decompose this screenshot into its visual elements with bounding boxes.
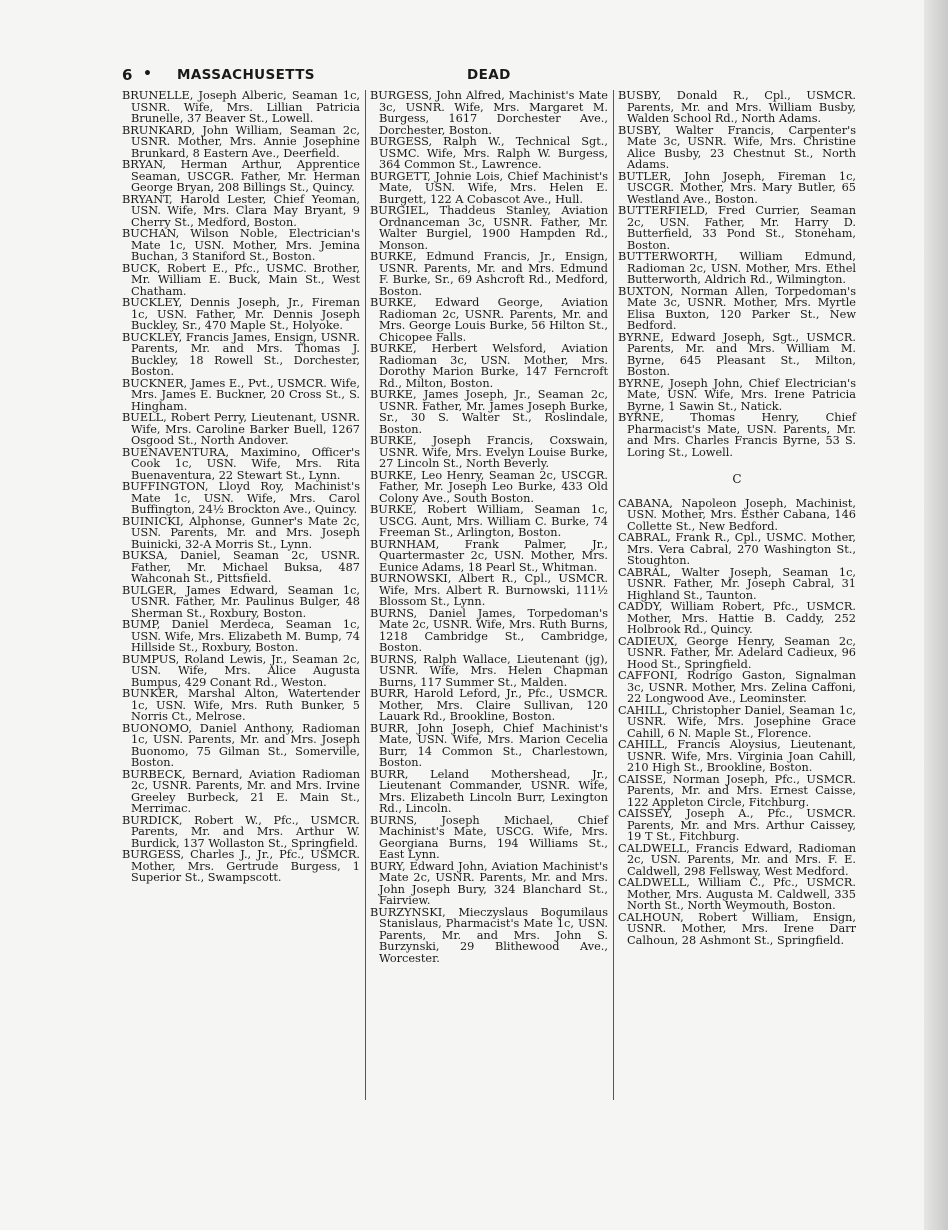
casualty-entry: BUTTERWORTH, William Edmund, Radioman 2c, USN. Mother, Mrs. Ethel Butterworth, Aldrich Rd., Wilmington. (618, 250, 856, 286)
column-1 (122, 90, 360, 884)
casualty-entry: BRUNKARD, John William, Seaman 2c, USNR. Mother, Mrs. Annie Josephine Brunkard, 8 Eastern Ave., Deerfield. (122, 123, 360, 160)
state-title: MASSACHUSETTS (177, 67, 315, 83)
page-edge-shadow (924, 0, 948, 1230)
casualty-entry: BUELL, Robert Perry, Lieutenant, USNR. Wife, Mrs. Caroline Barker Buell, 1267 Osgood St., North Andover. (122, 411, 360, 447)
casualty-entry: CAFFONI, Rodrigo Gaston, Signalman 3c, USNR. Mother, Mrs. Zelina Caffoni, 22 Longwood Ave., Leominster. (618, 669, 856, 705)
casualty-entry: BRYANT, Harold Lester, Chief Yeoman, USN. Wife, Mrs. Clara May Bryant, 9 Cherry St., Medford, Boston. (122, 192, 360, 229)
casualty-entry: BURKE, Leo Henry, Seaman 2c, USCGR. Father, Mr. Joseph Leo Burke, 433 Old Colony Ave., South Boston. (370, 468, 608, 505)
casualty-entry: BURDICK, Robert W., Pfc., USMCR. Parents, Mr. and Mrs. Arthur W. Burdick, 137 Wollaston St., Springfield. (122, 813, 360, 850)
casualty-entry: CAISSE, Norman Joseph, Pfc., USMCR. Parents, Mr. and Mrs. Ernest Caisse, 122 Appleton Circle, Fitchburg. (618, 772, 856, 809)
casualty-entry: CADDY, William Robert, Pfc., USMCR. Mother, Mrs. Hattie B. Caddy, 252 Holbrook Rd., Quincy. (618, 600, 856, 636)
casualty-entry: CADIEUX, George Henry, Seaman 2c, USNR. Father, Mr. Adelard Cadieux, 96 Hood St., Springfield. (618, 634, 856, 671)
column-divider (365, 90, 366, 1100)
section-letter: C (732, 472, 742, 486)
page-header (122, 66, 857, 86)
casualty-entry: CABRAL, Walter Joseph, Seaman 1c, USNR. Father, Mr. Joseph Cabral, 31 Highland St., Taunton. (618, 565, 856, 602)
casualty-entry: BURNS, Joseph Michael, Chief Machinist's Mate, USCG. Wife, Mrs. Georgiana Burns, 194 Williams St., East Lynn. (370, 813, 608, 861)
casualty-entry: CAHILL, Christopher Daniel, Seaman 1c, USNR. Wife, Mrs. Josephine Grace Cahill, 6 N. Maple St., Florence. (618, 703, 856, 740)
column-divider (613, 90, 614, 1100)
casualty-entry: BURNHAM, Frank Palmer, Jr., Quartermaster 2c, USN. Mother, Mrs. Eunice Adams, 18 Pearl St., Whitman. (370, 537, 608, 574)
casualty-entry: BURR, Leland Mothershead, Jr., Lieutenant Commander, USNR. Wife, Mrs. Elizabeth Lincoln Burr, Lexington Rd., Lincoln. (370, 767, 608, 815)
casualty-entry: BYRNE, Thomas Henry, Chief Pharmacist's Mate, USN. Parents, Mr. and Mrs. Charles Francis Byrne, 53 S. Loring St., Lowell. (618, 411, 856, 459)
casualty-entry: BUSBY, Walter Francis, Carpenter's Mate 3c, USNR. Wife, Mrs. Christine Alice Busby, 23 Chestnut St., North Adams. (618, 123, 856, 171)
casualty-entry: BURKE, Robert William, Seaman 1c, USCG. Aunt, Mrs. William C. Burke, 74 Freeman St., Arlington, Boston. (370, 503, 608, 539)
casualty-entry: BURKE, Herbert Welsford, Aviation Radioman 3c, USN. Mother, Mrs. Dorothy Marion Burke, 147 Ferncroft Rd., Milton, Boston. (370, 342, 608, 390)
casualty-entry: BUONOMO, Daniel Anthony, Radioman 1c, USN. Parents, Mr. and Mrs. Joseph Buonomo, 75 Gilman St., Somerville, Boston. (122, 721, 360, 769)
casualty-entry: BURKE, James Joseph, Jr., Seaman 2c, USNR. Father, Mr. James Joseph Burke, Sr., 30 S. Walter St., Roslindale, Boston. (370, 388, 608, 436)
casualty-entry: BURY, Edward John, Aviation Machinist's Mate 2c, USNR. Parents, Mr. and Mrs. John Joseph Bury, 324 Blanchard St., Fairview. (370, 859, 608, 907)
casualty-entry: BURR, John Joseph, Chief Machinist's Mate, USN. Wife, Mrs. Marion Cecelia Burr, 14 Common St., Charlestown, Boston. (370, 721, 608, 769)
casualty-entry: CALDWELL, Francis Edward, Radioman 2c, USN. Parents, Mr. and Mrs. F. E. Caldwell, 298 Fellsway, West Medford. (618, 841, 856, 878)
casualty-entry: BYRNE, Edward Joseph, Sgt., USMCR. Parents, Mr. and Mrs. William M. Byrne, 645 Pleasant St., Milton, Boston. (618, 330, 856, 378)
casualty-entry: CAHILL, Francis Aloysius, Lieutenant, USNR. Wife, Mrs. Virginia Joan Cahill, 210 High St., Brookline, Boston. (618, 738, 856, 774)
casualty-entry: BUCKNER, James E., Pvt., USMCR. Wife, Mrs. James E. Buckner, 20 Cross St., S. Hingham. (122, 376, 360, 413)
header-bullet: • (143, 66, 152, 82)
casualty-entry: BUMP, Daniel Merdeca, Seaman 1c, USN. Wife, Mrs. Elizabeth M. Bump, 74 Hillside St., Roxbury, Boston. (122, 618, 360, 654)
page-number: 6 (122, 66, 133, 84)
casualty-entry: BUSBY, Donald R., Cpl., USMCR. Parents, Mr. and Mrs. William Busby, Walden School Rd., North Adams. (618, 89, 856, 125)
casualty-entry: BURNS, Ralph Wallace, Lieutenant (jg), USNR. Wife, Mrs. Helen Chapman Burns, 117 Summer St., Malden. (370, 652, 608, 689)
casualty-entry: BULGER, James Edward, Seaman 1c, USNR. Father, Mr. Paulinus Bulger, 48 Sherman St., Roxbury, Boston. (122, 583, 360, 620)
casualty-entry: BURKE, Edward George, Aviation Radioman 2c, USNR. Parents, Mr. and Mrs. George Louis Burke, 56 Hilton St., Chicopee Falls. (370, 296, 608, 344)
casualty-entry: CABANA, Napoleon Joseph, Machinist, USN. Mother, Mrs. Esther Cabana, 146 Collette St., New Bedford. (618, 496, 856, 533)
casualty-entry: BUINICKI, Alphonse, Gunner's Mate 2c, USN. Parents, Mr. and Mrs. Joseph Buinicki, 32-A Morris St., Lynn. (122, 514, 360, 551)
casualty-entry: CABRAL, Frank R., Cpl., USMC. Mother, Mrs. Vera Cabral, 270 Washington St., Stoughton. (618, 531, 856, 567)
section-title: DEAD (467, 67, 511, 83)
casualty-entry: BUMPUS, Roland Lewis, Jr., Seaman 2c, USN. Wife, Mrs. Alice Augusta Bumpus, 429 Conant Rd., Weston. (122, 652, 360, 689)
column-3 (618, 90, 856, 946)
casualty-entry: BURKE, Joseph Francis, Coxswain, USNR. Wife, Mrs. Evelyn Louise Burke, 27 Lincoln St., North Beverly. (370, 434, 608, 470)
casualty-entry: BURNOWSKI, Albert R., Cpl., USMCR. Wife, Mrs. Albert R. Burnowski, 111½ Blossom St., Lynn. (370, 572, 608, 608)
casualty-entry: BURGETT, Johnie Lois, Chief Machinist's Mate, USN. Wife, Mrs. Helen E. Burgett, 122 A Cobascot Ave., Hull. (370, 169, 608, 206)
casualty-entry: BRYAN, Herman Arthur, Apprentice Seaman, USCGR. Father, Mr. Herman George Bryan, 208 Billings St., Quincy. (122, 158, 360, 194)
casualty-entry: CALDWELL, William C., Pfc., USMCR. Mother, Mrs. Augusta M. Caldwell, 335 North St., North Weymouth, Boston. (618, 876, 856, 912)
casualty-entry: BURGIEL, Thaddeus Stanley, Aviation Ordnanceman 3c, USNR. Father, Mr. Walter Burgiel, 1900 Hampden Rd., Monson. (370, 204, 608, 252)
casualty-entry: CAISSEY, Joseph A., Pfc., USMCR. Parents, Mr. and Mrs. Arthur Caissey, 19 T St., Fitchburg. (618, 807, 856, 843)
casualty-entry: BUKSA, Daniel, Seaman 2c, USNR. Father, Mr. Michael Buksa, 487 Wahconah St., Pittsfield. (122, 549, 360, 585)
casualty-entry: BUCK, Robert E., Pfc., USMC. Brother, Mr. William E. Buck, Main St., West Chatham. (122, 261, 360, 298)
column-2 (370, 90, 608, 964)
casualty-entry: BUENAVENTURA, Maximino, Officer's Cook 1c, USN. Wife, Mrs. Rita Buenaventura, 22 Stewart St., Lynn. (122, 445, 360, 482)
casualty-entry: BURGESS, Charles J., Jr., Pfc., USMCR. Mother, Mrs. Gertrude Burgess, 1 Superior St., Swampscott. (122, 848, 360, 884)
casualty-entry: BURBECK, Bernard, Aviation Radioman 2c, USNR. Parents, Mr. and Mrs. Irvine Greeley Burbeck, 21 E. Main St., Merrimac. (122, 767, 360, 815)
casualty-entry: BURGESS, John Alfred, Machinist's Mate 3c, USNR. Wife, Mrs. Margaret M. Burgess, 1617 Dorchester Ave., Dorchester, Boston. (370, 89, 608, 137)
casualty-entry: BUXTON, Norman Allen, Torpedoman's Mate 3c, USNR. Mother, Mrs. Myrtle Elisa Buxton, 120 Parker St., New Bedford. (618, 284, 856, 332)
casualty-entry: BURR, Harold Leford, Jr., Pfc., USMCR. Mother, Mrs. Claire Sullivan, 120 Lauark Rd., Brookline, Boston. (370, 687, 608, 723)
casualty-entry: BUTTERFIELD, Fred Currier, Seaman 2c, USN. Father, Mr. Harry D. Butterfield, 33 Pond St., Stoneham, Boston. (618, 204, 856, 252)
casualty-entry: BUCHAN, Wilson Noble, Electrician's Mate 1c, USN. Mother, Mrs. Jemina Buchan, 3 Staniford St., Boston. (122, 227, 360, 263)
casualty-entry: BUFFINGTON, Lloyd Roy, Machinist's Mate 1c, USN. Wife, Mrs. Carol Buffington, 24½ Brockton Ave., Quincy. (122, 480, 360, 516)
casualty-entry: BUNKER, Marshal Alton, Watertender 1c, USN. Wife, Mrs. Ruth Bunker, 5 Norris Ct., Melrose. (122, 687, 360, 723)
casualty-entry: CALHOUN, Robert William, Ensign, USNR. Mother, Mrs. Irene Darr Calhoun, 28 Ashmont St., Springfield. (618, 910, 856, 947)
casualty-entry: BUCKLEY, Francis James, Ensign, USNR. Parents, Mr. and Mrs. Thomas J. Buckley, 18 Rowell St., Dorchester, Boston. (122, 330, 360, 378)
casualty-entry: BURZYNSKI, Mieczyslaus Bogumilaus Stanislaus, Pharmacist's Mate 1c, USN. Parents, Mr. and Mrs. John S. Burzynski, 29 Blithewood Ave., Worcester. (370, 905, 608, 965)
casualty-entry: BURGESS, Ralph W., Technical Sgt., USMC. Wife, Mrs. Ralph W. Burgess, 364 Common St., Lawrence. (370, 135, 608, 171)
casualty-entry: BURNS, Daniel James, Torpedoman's Mate 2c, USNR. Wife, Mrs. Ruth Burns, 1218 Cambridge St., Cambridge, Boston. (370, 606, 608, 654)
casualty-entry: BURKE, Edmund Francis, Jr., Ensign, USNR. Parents, Mr. and Mrs. Edmund F. Burke, Sr., 69 Ashcroft Rd., Medford, Boston. (370, 250, 608, 298)
casualty-entry: BYRNE, Joseph John, Chief Electrician's Mate, USN. Wife, Mrs. Irene Patricia Byrne, 1 Sawin St., Natick. (618, 376, 856, 413)
casualty-entry: BUCKLEY, Dennis Joseph, Jr., Fireman 1c, USN. Father, Mr. Dennis Joseph Buckley, Sr., 470 Maple St., Holyoke. (122, 296, 360, 332)
casualty-entry: BUTLER, John Joseph, Fireman 1c, USCGR. Mother, Mrs. Mary Butler, 65 Westland Ave., Boston. (618, 169, 856, 206)
casualty-entry: BRUNELLE, Joseph Alberic, Seaman 1c, USNR. Wife, Mrs. Lillian Patricia Brunelle, 37 Beaver St., Lowell. (122, 89, 360, 125)
